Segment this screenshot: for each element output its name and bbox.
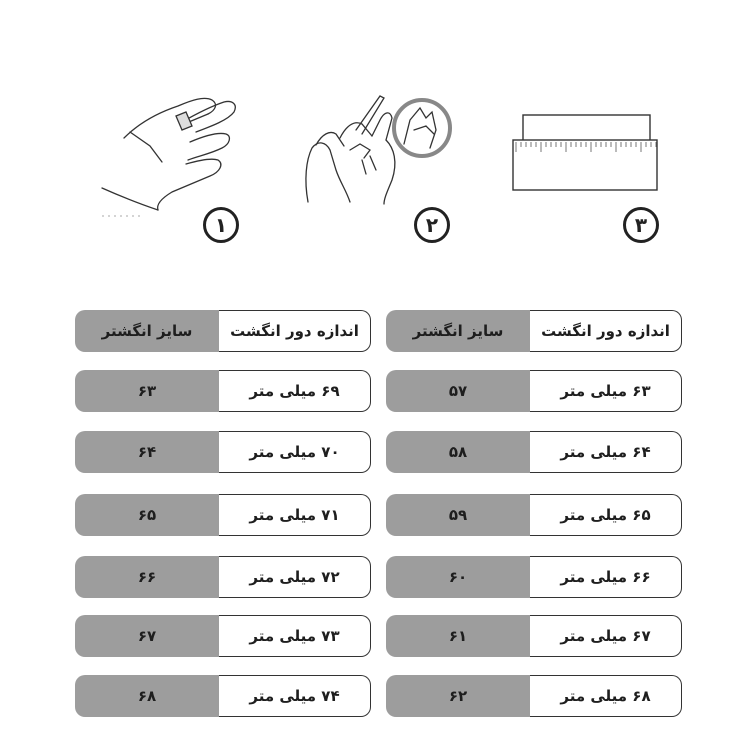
table-row — [386, 431, 682, 473]
table-row — [386, 615, 682, 657]
circumference-cell: ۶۸ میلی متر — [530, 675, 682, 717]
circumference-cell: ۷۴ میلی متر — [219, 675, 371, 717]
table-row — [75, 370, 371, 412]
ring-size-cell: ۶۳ — [75, 370, 219, 412]
circumference-cell: ۶۹ میلی متر — [219, 370, 371, 412]
table-row — [386, 675, 682, 717]
table-row — [75, 556, 371, 598]
circumference-cell: ۷۱ میلی متر — [219, 494, 371, 536]
table-row — [75, 431, 371, 473]
instruction-steps — [0, 0, 750, 260]
ring-size-cell: ۵۹ — [386, 494, 530, 536]
circumference-cell: ۶۶ میلی متر — [530, 556, 682, 598]
table-row — [75, 494, 371, 536]
table-header-row — [75, 310, 371, 352]
circumference-cell: ۶۷ میلی متر — [530, 615, 682, 657]
ring-size-cell: ۶۲ — [386, 675, 530, 717]
table-row — [386, 556, 682, 598]
table-row — [75, 675, 371, 717]
circumference-cell: ۷۰ میلی متر — [219, 431, 371, 473]
ring-size-cell: ۶۰ — [386, 556, 530, 598]
ring-size-cell: ۶۱ — [386, 615, 530, 657]
circumference-cell: ۶۵ میلی متر — [530, 494, 682, 536]
header-ring-size: سایز انگشتر — [75, 310, 219, 352]
table-row — [75, 615, 371, 657]
wrap-finger-icon — [300, 90, 460, 208]
ring-size-cell: ۶۷ — [75, 615, 219, 657]
step-2-number: ۲ — [414, 207, 450, 243]
ring-size-cell: ۶۵ — [75, 494, 219, 536]
header-finger-circumference: اندازه دور انگشت — [530, 310, 682, 352]
table-header-row — [386, 310, 682, 352]
ruler-icon — [510, 112, 660, 194]
step-3-number: ۳ — [623, 207, 659, 243]
ring-size-cell: ۵۷ — [386, 370, 530, 412]
hand-icon — [100, 92, 245, 220]
ring-size-cell: ۶۴ — [75, 431, 219, 473]
table-row — [386, 494, 682, 536]
header-finger-circumference: اندازه دور انگشت — [219, 310, 371, 352]
ring-size-cell: ۶۸ — [75, 675, 219, 717]
step-1-number: ۱ — [203, 207, 239, 243]
circumference-cell: ۶۴ میلی متر — [530, 431, 682, 473]
ring-size-cell: ۵۸ — [386, 431, 530, 473]
header-ring-size: سایز انگشتر — [386, 310, 530, 352]
table-row — [386, 370, 682, 412]
ring-size-cell: ۶۶ — [75, 556, 219, 598]
circumference-cell: ۷۲ میلی متر — [219, 556, 371, 598]
circumference-cell: ۷۳ میلی متر — [219, 615, 371, 657]
circumference-cell: ۶۳ میلی متر — [530, 370, 682, 412]
